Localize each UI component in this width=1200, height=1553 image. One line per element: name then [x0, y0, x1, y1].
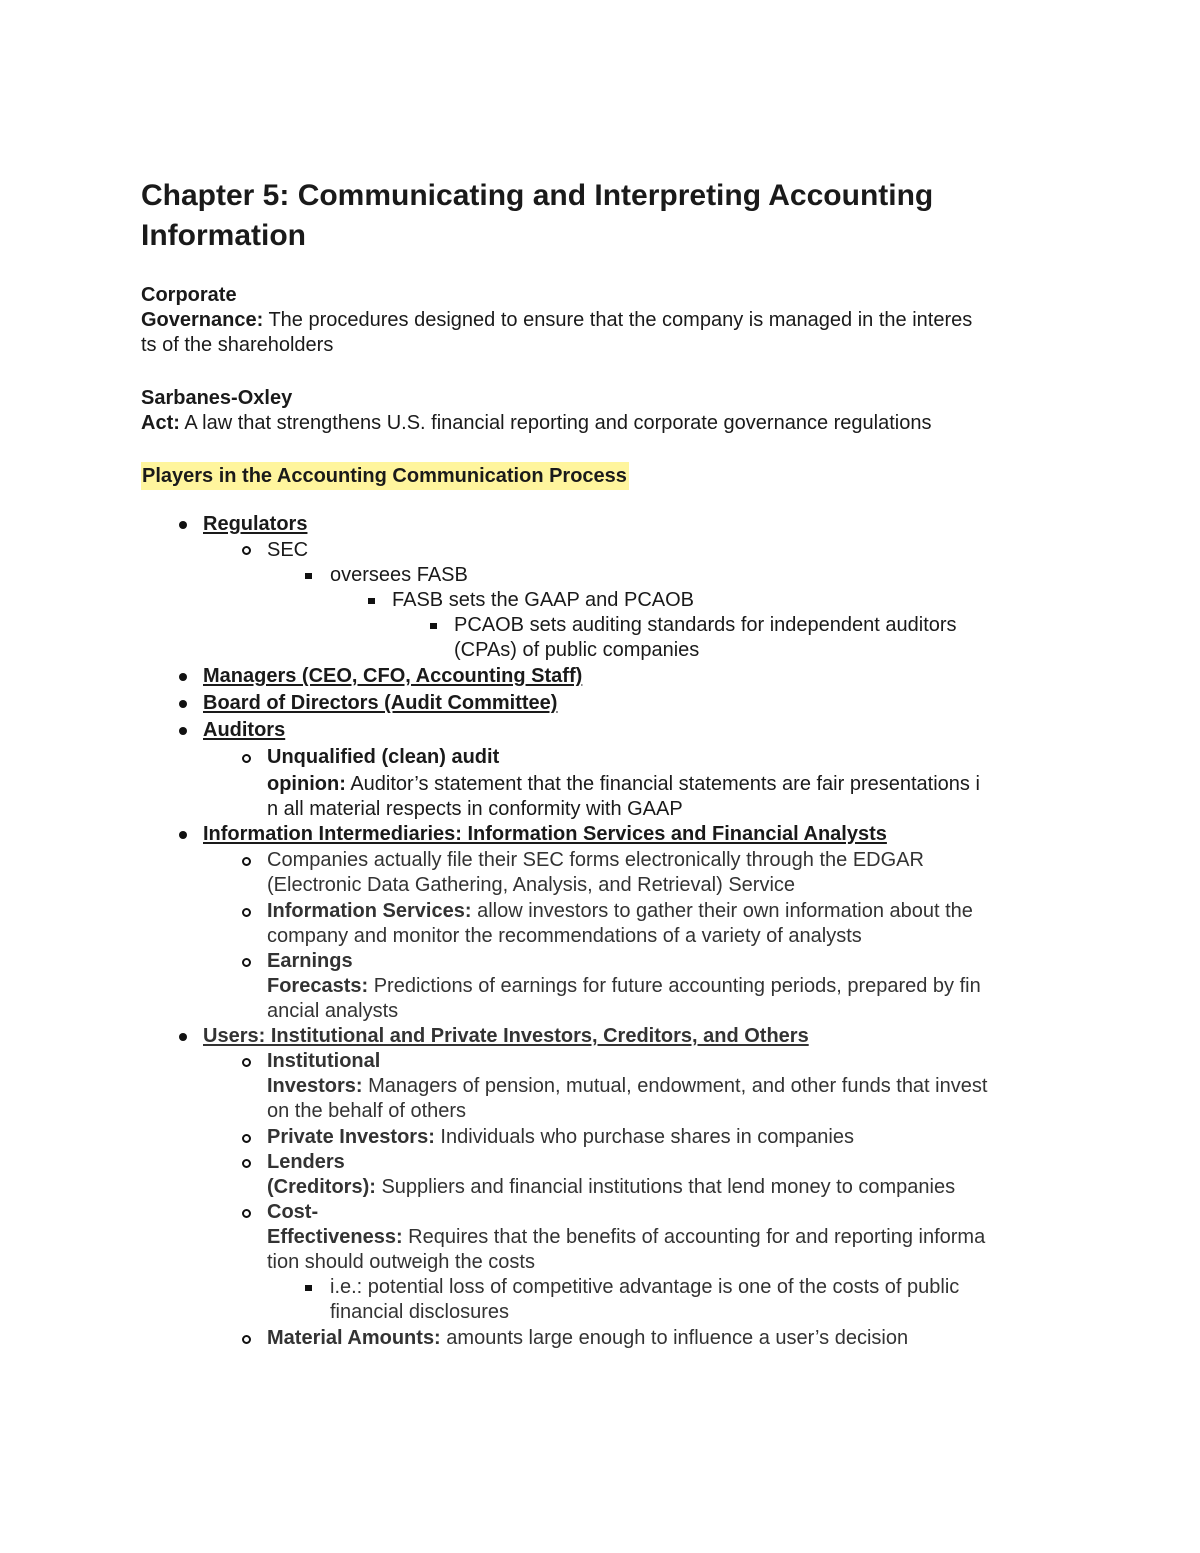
bullet-square-icon — [305, 573, 312, 579]
bullet-circle-icon — [242, 958, 251, 967]
term-line: Corporate — [141, 284, 237, 306]
term-opinion: opinion: — [267, 773, 346, 795]
term-line: Act: — [141, 412, 180, 434]
definition-text: amounts large enough to influence a user’s decision — [440, 1327, 909, 1349]
list-item-sec: SEC — [267, 539, 309, 561]
definition-text: Individuals who purchase shares in companies — [434, 1126, 854, 1148]
list-item-board: Board of Directors (Audit Committee) — [203, 692, 558, 714]
bullet-circle-icon — [242, 1335, 251, 1344]
term-effectiveness: Effectiveness: — [267, 1226, 403, 1248]
definition-text: Managers of pension, mutual, endowment, and other funds that invest — [362, 1075, 988, 1097]
bullet-circle-icon — [242, 1209, 251, 1218]
list-item-intermediaries: Information Intermediaries: Information Services and Financial Analysts — [203, 823, 887, 845]
term-material-amounts: Material Amounts: — [267, 1327, 441, 1349]
definition-text: tion should outweigh the costs — [267, 1251, 535, 1273]
bullet-circle-icon — [242, 546, 251, 555]
bullet-disc-icon — [179, 700, 187, 708]
bullet-circle-icon — [242, 1058, 251, 1067]
definition-text: on the behalf of others — [267, 1100, 467, 1122]
bullet-square-icon — [368, 598, 375, 604]
term-cost: Cost- — [267, 1201, 319, 1223]
bullet-disc-icon — [179, 831, 187, 839]
bullet-circle-icon — [242, 1134, 251, 1143]
term-institutional: Institutional — [267, 1050, 381, 1072]
bullet-disc-icon — [179, 1033, 187, 1041]
term-investors: Investors: — [267, 1075, 363, 1097]
definition-text: ancial analysts — [267, 1000, 399, 1022]
list-item-cost-example-cont: financial disclosures — [330, 1301, 509, 1323]
definition-text: company and monitor the recommendations of a variety of analysts — [267, 925, 862, 947]
bullet-circle-icon — [242, 908, 251, 917]
bullet-square-icon — [430, 623, 437, 629]
list-item-pcaob-cont: (CPAs) of public companies — [454, 639, 700, 661]
bullet-circle-icon — [242, 1159, 251, 1168]
definition-text: ts of the shareholders — [141, 334, 334, 356]
list-item-cost-example: i.e.: potential loss of competitive advantage is one of the costs of public — [330, 1276, 960, 1298]
bullet-disc-icon — [179, 673, 187, 681]
definition-text: Requires that the benefits of accounting for and reporting informa — [402, 1226, 986, 1248]
term-unqualified: Unqualified (clean) audit — [267, 746, 500, 768]
section-heading: Players in the Accounting Communication Process — [141, 462, 629, 490]
bullet-circle-icon — [242, 754, 251, 763]
bullet-disc-icon — [179, 521, 187, 529]
term-creditors: (Creditors): — [267, 1176, 376, 1198]
list-item-pcaob: PCAOB sets auditing standards for independent auditors — [454, 614, 957, 636]
definition-text: The procedures designed to ensure that the company is managed in the interes — [263, 309, 973, 331]
definition-text: n all material respects in conformity with GAAP — [267, 798, 683, 820]
term-information-services: Information Services: — [267, 900, 472, 922]
bullet-square-icon — [305, 1285, 312, 1291]
bullet-circle-icon — [242, 857, 251, 866]
term-earnings: Earnings — [267, 950, 353, 972]
definition-sarbanes-oxley — [141, 386, 1071, 436]
page-title: Chapter 5: Communicating and Interpreting Accounting Information — [141, 179, 934, 252]
list-item-auditors: Auditors — [203, 719, 286, 741]
term-line: Sarbanes-Oxley — [141, 387, 293, 409]
term-private-investors: Private Investors: — [267, 1126, 435, 1148]
definition-corporate-governance — [141, 283, 1071, 358]
term-lenders: Lenders — [267, 1151, 345, 1173]
list-item-fasb: FASB sets the GAAP and PCAOB — [392, 589, 695, 611]
list-item-users: Users: Institutional and Private Investors, Creditors, and Others — [203, 1025, 809, 1047]
definition-text: Suppliers and financial institutions that lend money to companies — [375, 1176, 956, 1198]
definition-text: Predictions of earnings for future accounting periods, prepared by fin — [368, 975, 981, 997]
list-item-regulators: Regulators — [203, 513, 308, 535]
definition-text: Auditor’s statement that the financial statements are fair presentations i — [345, 773, 980, 795]
definition-text: allow investors to gather their own information about the — [471, 900, 973, 922]
list-item-edgar: Companies actually file their SEC forms electronically through the EDGAR — [267, 849, 924, 871]
list-item-edgar-cont: (Electronic Data Gathering, Analysis, and Retrieval) Service — [267, 874, 796, 896]
definition-text: A law that strengthens U.S. financial reporting and corporate governance regulations — [179, 412, 932, 434]
list-item-managers: Managers (CEO, CFO, Accounting Staff) — [203, 665, 583, 687]
bullet-disc-icon — [179, 727, 187, 735]
term-forecasts: Forecasts: — [267, 975, 369, 997]
list-item-oversees: oversees FASB — [330, 564, 468, 586]
term-line: Governance: — [141, 309, 264, 331]
